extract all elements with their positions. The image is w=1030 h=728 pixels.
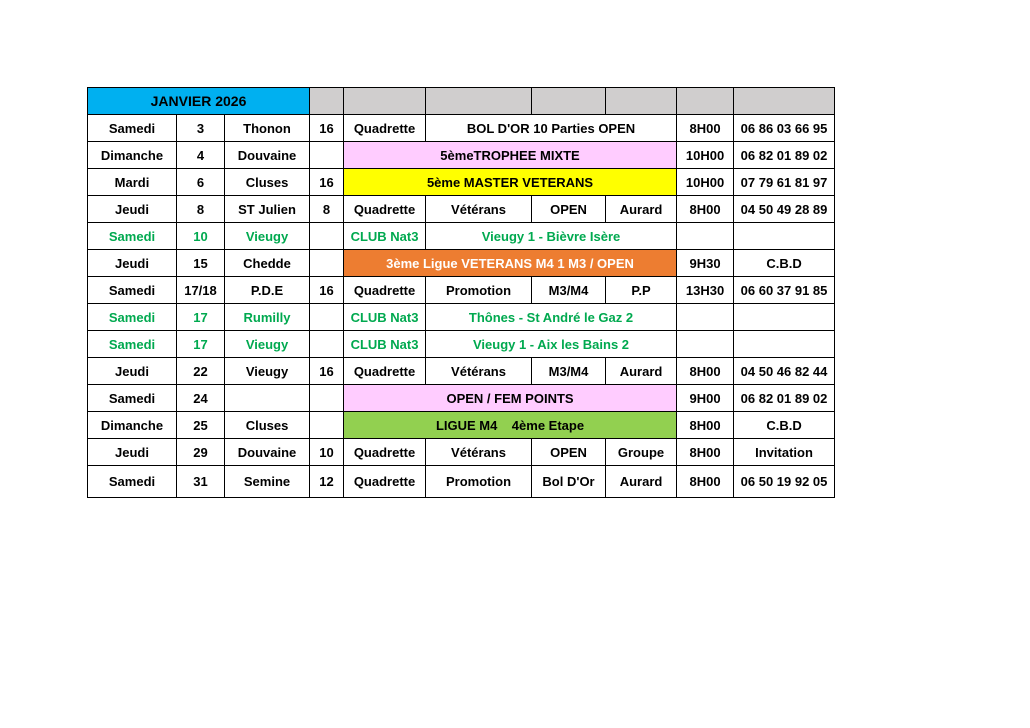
teams-cell: 10 (310, 439, 344, 466)
place-cell: Douvaine (225, 439, 310, 466)
category-cell: Promotion (426, 466, 532, 498)
table-row (88, 439, 835, 466)
event-cell: 5ème MASTER VETERANS (344, 169, 677, 196)
teams-cell (310, 223, 344, 250)
date-cell: 17 (177, 331, 225, 358)
contact-cell: 06 86 03 66 95 (734, 115, 835, 142)
contact-cell: 06 50 19 92 05 (734, 466, 835, 498)
date-cell: 4 (177, 142, 225, 169)
table-row (88, 196, 835, 223)
contact-cell: C.B.D (734, 250, 835, 277)
day-cell: Dimanche (88, 412, 177, 439)
table-row (88, 142, 835, 169)
time-cell: 10H00 (677, 169, 734, 196)
date-cell: 17 (177, 304, 225, 331)
day-cell: Jeudi (88, 439, 177, 466)
system-cell: Aurard (606, 196, 677, 223)
category-cell: Promotion (426, 277, 532, 304)
contact-cell (734, 304, 835, 331)
table-row (88, 331, 835, 358)
day-cell: Samedi (88, 304, 177, 331)
time-cell: 9H30 (677, 250, 734, 277)
division-cell: OPEN (532, 196, 606, 223)
time-cell: 8H00 (677, 439, 734, 466)
system-cell: Aurard (606, 358, 677, 385)
time-cell: 8H00 (677, 466, 734, 498)
teams-cell (310, 250, 344, 277)
teams-cell: 16 (310, 358, 344, 385)
category-cell: Vétérans (426, 439, 532, 466)
event-cell: LIGUE M4 4ème Etape (344, 412, 677, 439)
day-cell: Jeudi (88, 358, 177, 385)
time-cell: 9H00 (677, 385, 734, 412)
contact-cell: 06 82 01 89 02 (734, 142, 835, 169)
table-row (88, 412, 835, 439)
date-cell: 8 (177, 196, 225, 223)
header-cell (677, 88, 734, 115)
place-cell: Cluses (225, 169, 310, 196)
table-row (88, 358, 835, 385)
day-cell: Samedi (88, 223, 177, 250)
place-cell: Thonon (225, 115, 310, 142)
division-cell: M3/M4 (532, 358, 606, 385)
category-cell: Vétérans (426, 196, 532, 223)
contact-cell (734, 331, 835, 358)
day-cell: Jeudi (88, 250, 177, 277)
contact-cell: 04 50 46 82 44 (734, 358, 835, 385)
system-cell: Aurard (606, 466, 677, 498)
teams-cell (310, 385, 344, 412)
contact-cell: 07 79 61 81 97 (734, 169, 835, 196)
table-row (88, 277, 835, 304)
table-row (88, 304, 835, 331)
system-cell: Groupe (606, 439, 677, 466)
teams-cell (310, 412, 344, 439)
day-cell: Samedi (88, 115, 177, 142)
time-cell: 8H00 (677, 412, 734, 439)
format-cell: Quadrette (344, 358, 426, 385)
format-cell: Quadrette (344, 196, 426, 223)
table-row (88, 466, 835, 498)
event-cell: BOL D'OR 10 Parties OPEN (426, 115, 677, 142)
format-cell: CLUB Nat3 (344, 331, 426, 358)
header-cell (532, 88, 606, 115)
place-cell: Vieugy (225, 223, 310, 250)
date-cell: 22 (177, 358, 225, 385)
day-cell: Mardi (88, 169, 177, 196)
table-row (88, 385, 835, 412)
teams-cell: 16 (310, 169, 344, 196)
place-cell: Vieugy (225, 358, 310, 385)
day-cell: Samedi (88, 277, 177, 304)
event-cell: Thônes - St André le Gaz 2 (426, 304, 677, 331)
place-cell: Cluses (225, 412, 310, 439)
format-cell: Quadrette (344, 439, 426, 466)
teams-cell (310, 331, 344, 358)
day-cell: Dimanche (88, 142, 177, 169)
teams-cell: 16 (310, 277, 344, 304)
format-cell: Quadrette (344, 466, 426, 498)
date-cell: 29 (177, 439, 225, 466)
contact-cell: C.B.D (734, 412, 835, 439)
place-cell: Douvaine (225, 142, 310, 169)
table-row (88, 169, 835, 196)
division-cell: Bol D'Or (532, 466, 606, 498)
teams-cell (310, 142, 344, 169)
format-cell: Quadrette (344, 277, 426, 304)
header-cell (606, 88, 677, 115)
time-cell (677, 223, 734, 250)
time-cell: 10H00 (677, 142, 734, 169)
date-cell: 17/18 (177, 277, 225, 304)
contact-cell (734, 223, 835, 250)
date-cell: 10 (177, 223, 225, 250)
event-cell: Vieugy 1 - Bièvre Isère (426, 223, 677, 250)
place-cell: Rumilly (225, 304, 310, 331)
teams-cell: 12 (310, 466, 344, 498)
day-cell: Samedi (88, 385, 177, 412)
date-cell: 25 (177, 412, 225, 439)
header-row (88, 88, 835, 115)
date-cell: 24 (177, 385, 225, 412)
place-cell: P.D.E (225, 277, 310, 304)
event-cell: Vieugy 1 - Aix les Bains 2 (426, 331, 677, 358)
month-title: JANVIER 2026 (88, 88, 310, 115)
time-cell (677, 304, 734, 331)
date-cell: 3 (177, 115, 225, 142)
header-cell (310, 88, 344, 115)
place-cell: ST Julien (225, 196, 310, 223)
time-cell (677, 331, 734, 358)
table-row (88, 115, 835, 142)
header-cell (734, 88, 835, 115)
date-cell: 15 (177, 250, 225, 277)
date-cell: 31 (177, 466, 225, 498)
teams-cell: 16 (310, 115, 344, 142)
time-cell: 8H00 (677, 196, 734, 223)
contact-cell: 04 50 49 28 89 (734, 196, 835, 223)
header-cell (426, 88, 532, 115)
date-cell: 6 (177, 169, 225, 196)
time-cell: 8H00 (677, 358, 734, 385)
place-cell: Semine (225, 466, 310, 498)
contact-cell: 06 60 37 91 85 (734, 277, 835, 304)
place-cell: Chedde (225, 250, 310, 277)
event-cell: OPEN / FEM POINTS (344, 385, 677, 412)
format-cell: Quadrette (344, 115, 426, 142)
header-cell (344, 88, 426, 115)
table-row (88, 223, 835, 250)
schedule-table (87, 87, 835, 498)
day-cell: Jeudi (88, 196, 177, 223)
category-cell: Vétérans (426, 358, 532, 385)
teams-cell: 8 (310, 196, 344, 223)
time-cell: 13H30 (677, 277, 734, 304)
division-cell: OPEN (532, 439, 606, 466)
system-cell: P.P (606, 277, 677, 304)
day-cell: Samedi (88, 466, 177, 498)
contact-cell: Invitation (734, 439, 835, 466)
place-cell (225, 385, 310, 412)
division-cell: M3/M4 (532, 277, 606, 304)
format-cell: CLUB Nat3 (344, 223, 426, 250)
event-cell: 3ème Ligue VETERANS M4 1 M3 / OPEN (344, 250, 677, 277)
place-cell: Vieugy (225, 331, 310, 358)
teams-cell (310, 304, 344, 331)
contact-cell: 06 82 01 89 02 (734, 385, 835, 412)
event-cell: 5èmeTROPHEE MIXTE (344, 142, 677, 169)
time-cell: 8H00 (677, 115, 734, 142)
day-cell: Samedi (88, 331, 177, 358)
format-cell: CLUB Nat3 (344, 304, 426, 331)
table-row (88, 250, 835, 277)
